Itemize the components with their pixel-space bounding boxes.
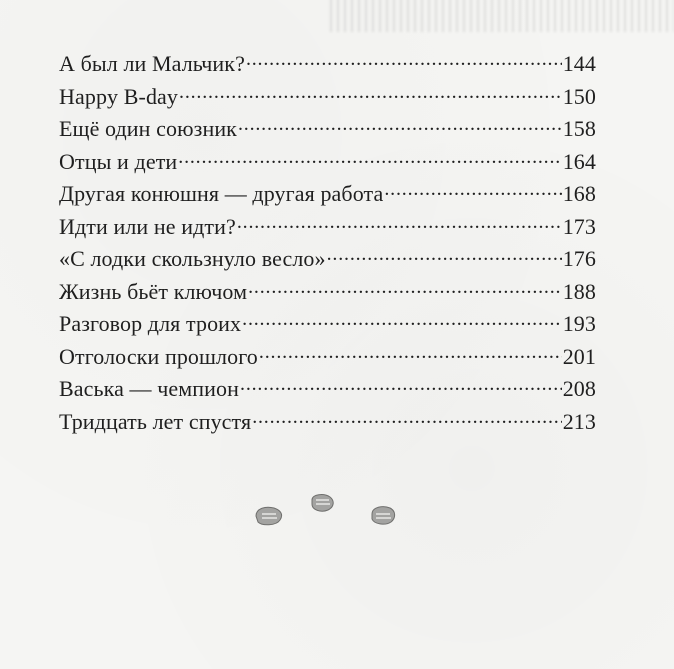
dot-leader	[237, 208, 562, 234]
toc-entry	[59, 208, 596, 241]
toc-entry	[59, 143, 596, 176]
toc-entry-title: Ещё один союзник	[59, 116, 237, 142]
toc-entry-page: 213	[562, 408, 596, 434]
dot-leader	[248, 273, 562, 299]
toc-entry	[59, 370, 596, 403]
toc-entry	[59, 305, 596, 338]
toc-entry	[59, 45, 596, 78]
toc-entry-title: Другая конюшня — другая работа	[59, 181, 384, 207]
dot-leader	[179, 78, 562, 104]
toc-entry-title: Разговор для троих	[59, 311, 242, 337]
toc-entry-page: 158	[562, 116, 596, 142]
dot-leader	[259, 338, 562, 364]
toc-entry	[59, 110, 596, 143]
dot-leader	[252, 403, 562, 429]
toc-entry-page: 208	[562, 376, 596, 402]
toc-entry-title: Отголоски прошлого	[59, 343, 258, 369]
toc-entry-title: Happy B-day	[59, 83, 179, 109]
dot-leader	[242, 305, 562, 331]
horseshoe-ornament-icon	[250, 494, 400, 534]
toc-entry	[59, 78, 596, 111]
toc-entry-page: 164	[562, 148, 596, 174]
toc-entry-page: 144	[562, 51, 596, 77]
toc-entry-page: 188	[562, 278, 596, 304]
dot-leader	[240, 370, 562, 396]
dot-leader	[384, 175, 561, 201]
table-of-contents	[59, 45, 596, 435]
toc-entry	[59, 338, 596, 371]
toc-entry-title: Васька — чемпион	[59, 376, 240, 402]
toc-entry	[59, 175, 596, 208]
dot-leader	[238, 110, 562, 136]
toc-entry-title: А был ли Мальчик?	[59, 51, 245, 77]
toc-entry-page: 168	[562, 181, 596, 207]
toc-entry-page: 173	[562, 213, 596, 239]
toc-entry-page: 176	[562, 246, 596, 272]
toc-entry-title: Идти или не идти?	[59, 213, 236, 239]
show-through-text	[330, 0, 674, 32]
toc-entry-title: Тридцать лет спустя	[59, 408, 252, 434]
toc-entry-page: 150	[562, 83, 596, 109]
dot-leader	[178, 143, 561, 169]
toc-entry	[59, 240, 596, 273]
dot-leader	[327, 240, 562, 266]
toc-entry	[59, 273, 596, 306]
toc-entry-title: Жизнь бьёт ключом	[59, 278, 248, 304]
dot-leader	[246, 45, 562, 71]
toc-entry-page: 193	[562, 311, 596, 337]
toc-entry-title: Отцы и дети	[59, 148, 178, 174]
toc-entry-page: 201	[562, 343, 596, 369]
toc-entry-title: «С лодки скользнуло весло»	[59, 246, 326, 272]
toc-entry	[59, 403, 596, 436]
